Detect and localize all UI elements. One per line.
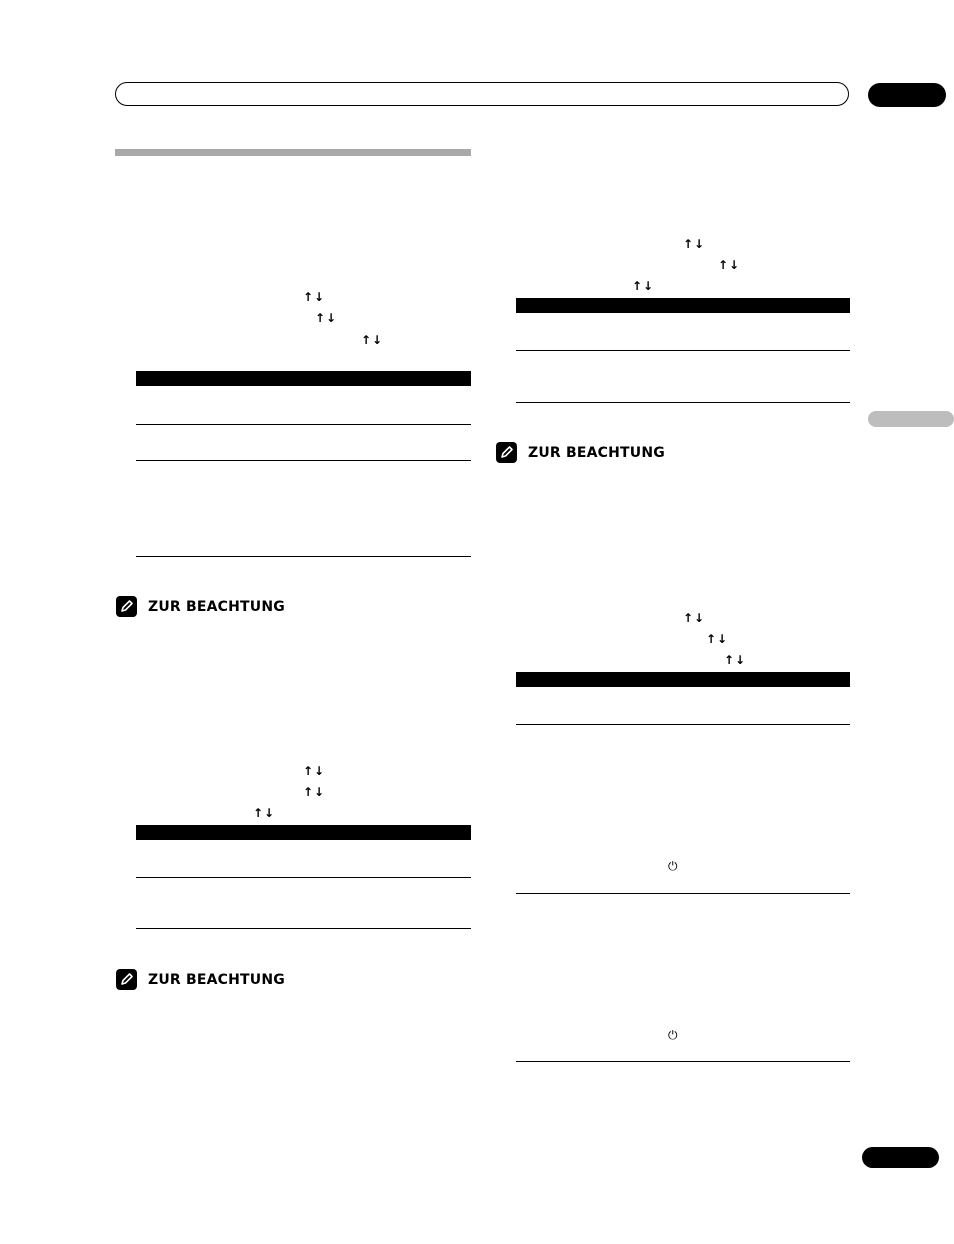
up-down-arrow-icon: ↑↓ [683,237,706,251]
table-row-divider [136,877,471,878]
settings-table-header [136,371,471,386]
up-down-arrow-icon: ↑↓ [315,311,338,325]
up-down-arrow-icon: ↑↓ [706,632,729,646]
up-down-arrow-icon: ↑↓ [253,806,276,820]
settings-table-header [136,825,471,840]
table-row-divider [516,724,850,725]
table-row-divider [136,928,471,929]
table-row-divider [516,893,850,894]
note-heading [496,442,665,463]
up-down-arrow-icon: ↑↓ [361,333,384,347]
section-heading-rule [115,149,471,156]
settings-table-header [516,672,850,687]
up-down-arrow-icon: ↑↓ [303,290,326,304]
pencil-note-icon [116,596,137,617]
table-row-divider [516,1061,850,1062]
table-row-divider [136,424,471,425]
pencil-note-icon [496,442,517,463]
note-title: ZUR BEACHTUNG [148,971,285,988]
up-down-arrow-icon: ↑↓ [303,785,326,799]
up-down-arrow-icon: ↑↓ [724,653,747,667]
note-title: ZUR BEACHTUNG [148,598,285,615]
standby-power-icon: ⏻ [668,859,678,873]
chapter-tab [868,83,946,107]
table-row-divider [516,350,850,351]
up-down-arrow-icon: ↑↓ [683,611,706,625]
table-row-divider [136,460,471,461]
note-heading [116,969,285,990]
table-row-divider [516,402,850,403]
page-number-tab [862,1147,939,1168]
table-row-divider [136,556,471,557]
language-side-tab [868,411,954,427]
standby-power-icon: ⏻ [668,1028,678,1042]
header-bar [115,82,849,106]
note-title: ZUR BEACHTUNG [528,444,665,461]
up-down-arrow-icon: ↑↓ [632,279,655,293]
settings-table-header [516,298,850,313]
up-down-arrow-icon: ↑↓ [718,258,741,272]
pencil-note-icon [116,969,137,990]
up-down-arrow-icon: ↑↓ [303,764,326,778]
note-heading [116,596,285,617]
